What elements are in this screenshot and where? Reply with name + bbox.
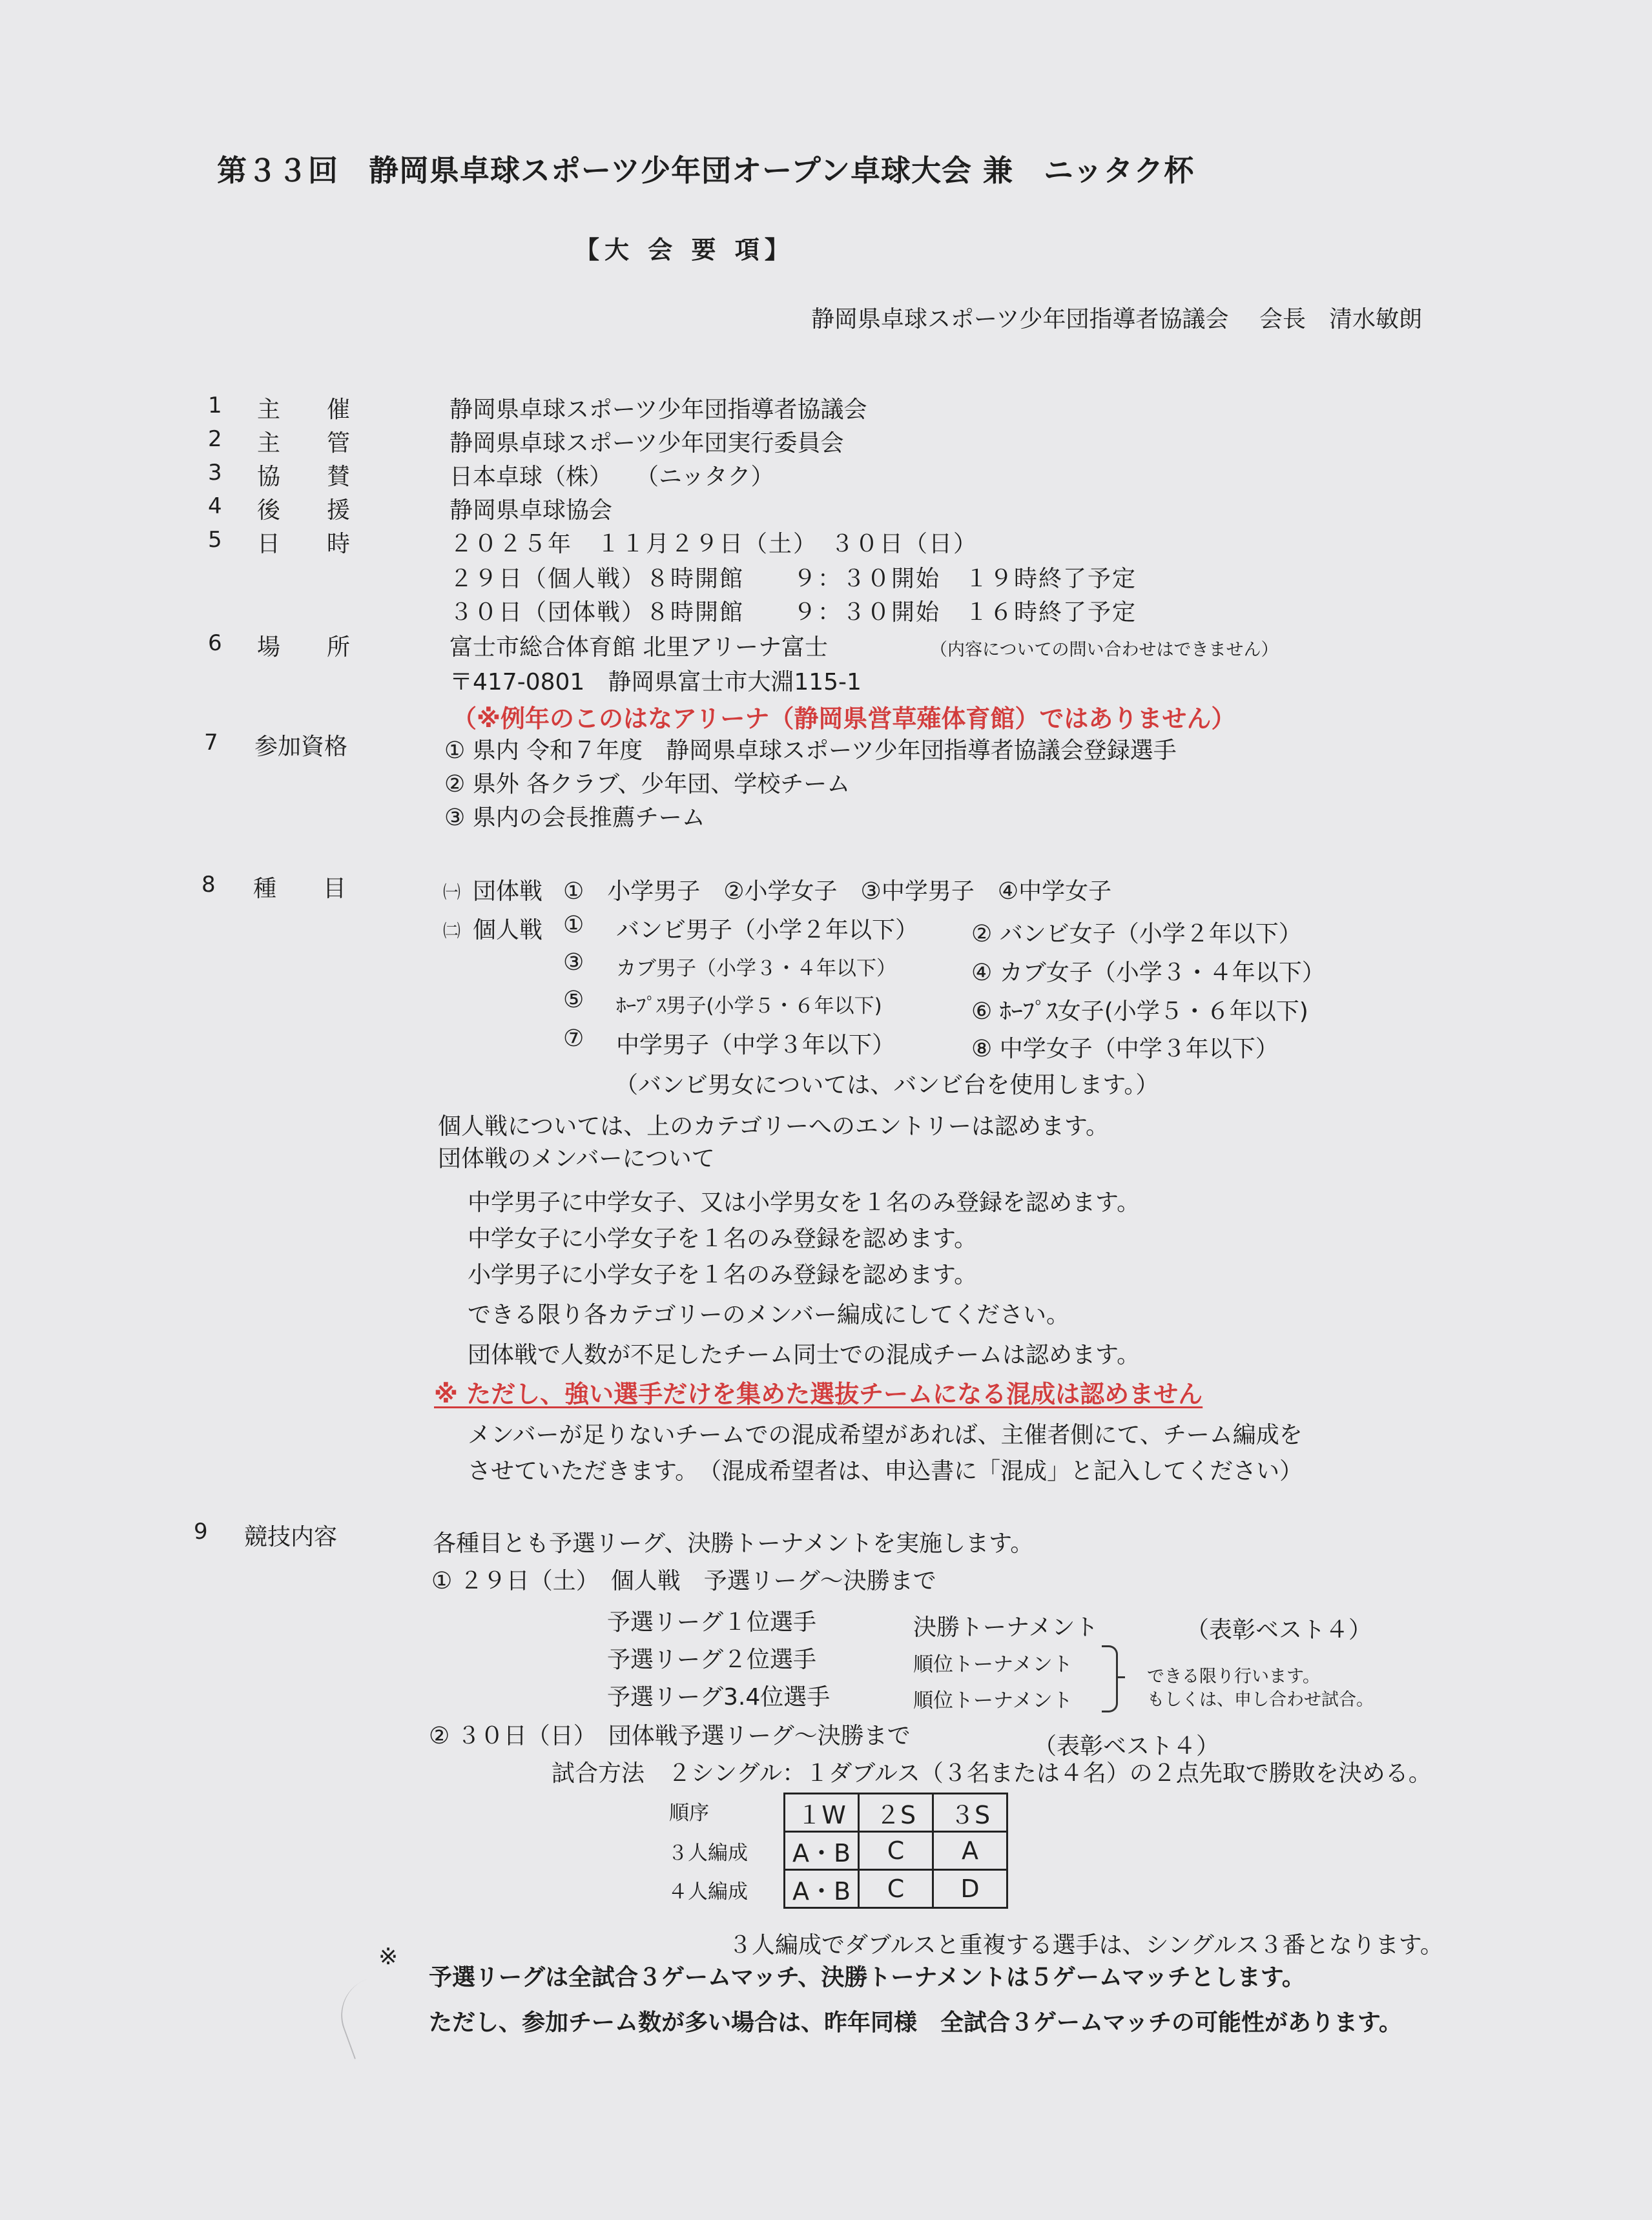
item-value: 静岡県卓球スポーツ少年団指導者協議会 (449, 396, 867, 423)
venue-warning: （※例年のこのはなアリーナ（静岡県営草薙体育館）ではありません） (452, 704, 1236, 733)
item-label: 場 所 (257, 634, 351, 661)
item-number: 2 (208, 426, 222, 452)
table-row (785, 1794, 1007, 1832)
event-entry: ⑥ ﾎｰﾌﾟｽ女子(小学５・６年以下) (971, 998, 1308, 1025)
item-label: 後 援 (257, 497, 351, 524)
section-heading: 【大 会 要 項】 (575, 236, 794, 264)
table-row (785, 1870, 1007, 1908)
issuer: 静岡県卓球スポーツ少年団指導者協議会 会長 清水敏朗 (811, 306, 1423, 333)
item-number: 1 (208, 393, 222, 418)
item-number: 9 (194, 1519, 208, 1545)
table-row (785, 1832, 1007, 1870)
event-entry: ② バンビ女子（小学２年以下） (971, 921, 1302, 947)
item-label: 日 時 (257, 531, 351, 557)
item-number: 5 (208, 527, 222, 553)
item-number: 8 (201, 872, 216, 898)
item-number: 7 (204, 730, 218, 755)
event-entry: カブ男子（小学３・４年以下） (616, 957, 896, 980)
award-note: （表彰ベスト４） (1186, 1617, 1372, 1643)
game-format-note: 予選リーグは全試合３ゲームマッチ、決勝トーナメントは５ゲームマッチとします。 (429, 1964, 1305, 1991)
order-label: 順序 (669, 1802, 709, 1825)
table-cell: ２S (859, 1794, 933, 1832)
event-number: ③ (563, 949, 584, 976)
table-cell: C (859, 1870, 933, 1908)
table-cell: A・B (785, 1870, 859, 1908)
order-note: ３人編成でダブルスと重複する選手は、シングルス３番となります。 (728, 1932, 1443, 1958)
team-label: 団体戦 (473, 878, 543, 905)
league-rank: 予選リーグ3.4位選手 (607, 1684, 831, 1711)
member-rule: 中学女子に小学女子を１名のみ登録を認めます。 (468, 1226, 978, 1252)
brace-note: もしくは、申し合わせ試合。 (1147, 1690, 1374, 1710)
member-rule: できる限り各カテゴリーのメンバー編成にしてください。 (468, 1302, 1070, 1328)
item-number: 3 (208, 460, 222, 486)
game-format-note: ただし、参加チーム数が多い場合は、昨年同様 全試合３ゲームマッチの可能性があります。 (429, 2009, 1402, 2036)
event-number: ⑦ (563, 1025, 584, 1052)
three-person-label: ３人編成 (668, 1842, 748, 1865)
event-number: ⑤ (563, 987, 584, 1013)
table-cell: １W (785, 1794, 859, 1832)
individual-mark: ㈡ (443, 921, 460, 941)
member-rules-title: 団体戦のメンバーについて (438, 1146, 715, 1172)
table-cell: A (933, 1832, 1007, 1870)
event-number: ① (563, 912, 584, 938)
eligibility-line: ② 県外 各クラブ、少年団、学校チーム (444, 771, 851, 797)
item-label: 主 管 (257, 430, 351, 457)
match-order-table (783, 1793, 1008, 1909)
bambi-note: （バンビ男女については、バンビ台を使用します。） (615, 1072, 1159, 1098)
table-cell: ３S (933, 1794, 1007, 1832)
eligibility-line: ① 県内 令和７年度 静岡県卓球スポーツ少年団指導者協議会登録選手 (444, 737, 1177, 764)
member-rule: 小学男子に小学女子を１名のみ登録を認めます。 (468, 1262, 978, 1288)
eligibility-line: ③ 県内の会長推薦チーム (444, 805, 705, 831)
tournament-type: 決勝トーナメント (913, 1614, 1099, 1641)
date-line: ３０日（団体戦）８時開館 ９：３０開始 １６時終了予定 (449, 599, 1137, 626)
item-number: 4 (208, 493, 222, 519)
event-entry: ⑧ 中学女子（中学３年以下） (971, 1036, 1279, 1062)
item-label: 種 目 (253, 876, 347, 902)
event-entry: ④ カブ女子（小学３・４年以下） (971, 960, 1325, 986)
tournament-type: 順位トーナメント (913, 1689, 1073, 1712)
venue-name: 富士市総合体育館 北里アリーナ富士 (449, 634, 829, 661)
note-mark: ※ (378, 1944, 398, 1970)
item-label: 主 催 (257, 396, 351, 423)
match-method: 試合方法 ２シングル：１ダブルス（３名または４名）の２点先取で勝敗を決める。 (552, 1760, 1432, 1787)
table-cell: A・B (785, 1832, 859, 1870)
event-entry: バンビ男子（小学２年以下） (616, 917, 919, 943)
tournament-type: 順位トーナメント (913, 1653, 1073, 1676)
table-cell: C (859, 1832, 933, 1870)
day2-award: （表彰ベスト４） (1033, 1733, 1220, 1760)
brace-note: できる限り行います。 (1147, 1667, 1320, 1687)
member-rule: 中学男子に中学女子、又は小学男女を１名のみ登録を認めます。 (468, 1189, 1141, 1216)
venue-note: （内容についての問い合わせはできません） (930, 640, 1279, 660)
document-title: 第３３回 静岡県卓球スポーツ少年団オープン卓球大会 兼 ニッタク杯 (217, 153, 1195, 188)
league-rank: 予選リーグ２位選手 (607, 1647, 817, 1673)
team-mark: ㈠ (443, 883, 460, 903)
league-rank: 予選リーグ１位選手 (607, 1609, 817, 1636)
individual-entry-note: 個人戦については、上のカテゴリーへのエントリーは認めます。 (438, 1113, 1109, 1140)
venue-address: 〒417-0801 静岡県富士市大淵115-1 (449, 669, 862, 695)
four-person-label: ４人編成 (668, 1880, 748, 1904)
date-line: ２９日（個人戦）８時開館 ９：３０開始 １９時終了予定 (449, 566, 1137, 592)
item-label: 参加資格 (254, 734, 348, 760)
brace-bracket (1102, 1645, 1118, 1712)
date-line: ２０２５年 １１月２９日（土） ３０日（日） (449, 531, 978, 557)
member-rule: 団体戦で人数が不足したチーム同士での混成チームは認めます。 (468, 1342, 1141, 1368)
mixed-team-note: させていただきます。 （混成希望者は、申込書に「混成」と記入してください） (468, 1458, 1303, 1485)
day2-schedule: ② ３０日（日） 団体戦予選リーグ～決勝まで (429, 1723, 911, 1749)
table-cell: D (933, 1870, 1007, 1908)
mixed-team-note: メンバーが足りないチームでの混成希望があれば、主催者側にて、チーム編成を (468, 1422, 1303, 1448)
pen-mark (330, 1977, 398, 2059)
item-label: 協 賛 (257, 464, 351, 490)
item-value: 日本卓球（株） （ニッタク） (449, 464, 774, 490)
individual-label: 個人戦 (473, 917, 543, 943)
mixed-team-warning: ※ ただし、強い選手だけを集めた選抜チームになる混成は認めません (434, 1380, 1203, 1408)
brace-tick (1116, 1676, 1125, 1678)
event-entry: 中学男子（中学３年以下） (616, 1032, 896, 1058)
team-events: ① 小学男子 ②小学女子 ③中学男子 ④中学女子 (563, 878, 1112, 905)
day1-schedule: ① ２９日（土） 個人戦 予選リーグ～決勝まで (431, 1568, 936, 1594)
item-label: 競技内容 (244, 1524, 338, 1550)
item-number: 6 (208, 630, 222, 656)
competition-intro: 各種目とも予選リーグ、決勝トーナメントを実施します。 (433, 1530, 1034, 1557)
item-value: 静岡県卓球協会 (449, 497, 613, 524)
item-value: 静岡県卓球スポーツ少年団実行委員会 (449, 430, 844, 457)
event-entry: ﾎｰﾌﾟｽ男子(小学５・６年以下) (616, 994, 882, 1018)
